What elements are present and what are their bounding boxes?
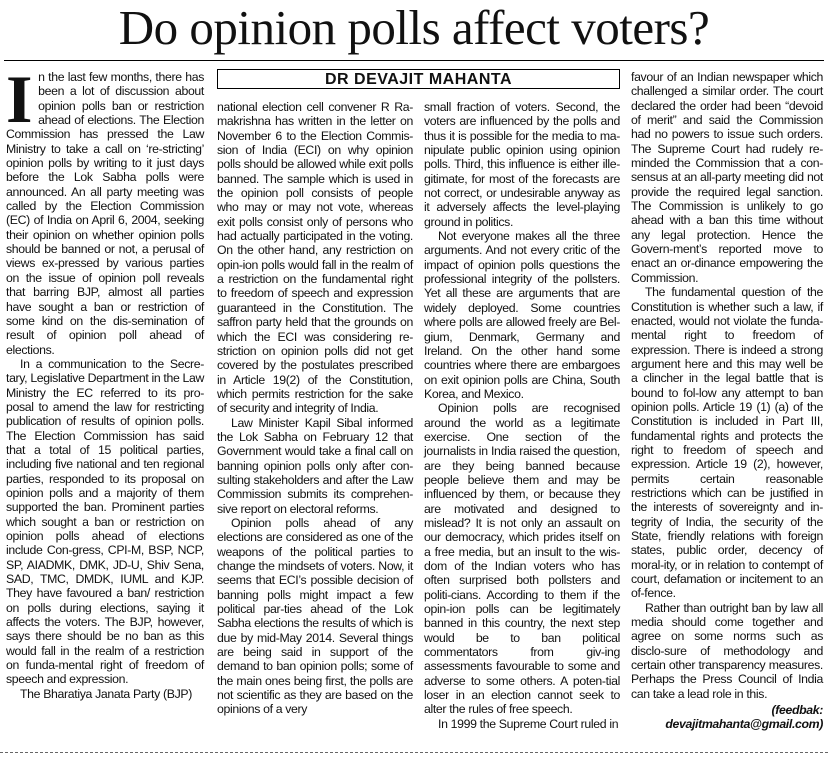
- article-column-1: [6, 61, 205, 701]
- paragraph: In 1999 the Supreme Court ruled in: [438, 716, 619, 731]
- paragraph: small fraction of voters. Second, the voters are influenced by the polls and thus it is possible for the media to ma-nipulate public opinion using opinion polls. Third, this influence is either ille-gitimate, for most of the forecasts are not correct, or undesirable anyway as it adversely affects the level-playing ground in politics.: [424, 100, 620, 229]
- feedback-contact: [631, 703, 823, 732]
- article-column-2: [217, 100, 413, 717]
- article-column-4: [631, 70, 823, 732]
- paragraph: n the last few months, there has been a lot of discussion about opinion polls ban or restriction ahead of elections. The Election Commission has pressed the Law Ministry to take a call on ‘re-stricting’ opinion polls by writing to it just days before the Lok Sabha polls were announced. An all party meeting was called by the Election Commission (EC) of India on April 6, 2004, seeking their opinion on whether opinion polls should be banned or not, a perusal of views ex-pressed by various parties on the issue of opinion poll reveals that barring BJP, almost all parties have sought a ban or restriction of some kind on the dis-semination of result of opinion poll ahead of elections.: [6, 70, 204, 357]
- paragraph: In a communication to the Secre-tary, Legislative Department in the Law Ministry the EC referred to its pro-posal to amend the law for restricting publication of results of opinion polls. The Election Commission has said that a total of 15 political parties, including five national and ten regional parties, responded to its proposal on opinion polls and a majority of them supported the ban. Prominent parties which sought a ban or restriction on opinion polls ahead of elections include Con-gress, CPI-M, BSP, NCP, SP, AIADMK, DMK, JD-U, Shiv Sena, SAD, TMC, DMDK, IUML and KJP. They have favoured a ban/ restriction on polls during elections, saying it affects the voters. The BJP, however, says there should be no ban as this would fall in the realm of a restriction on funda-mental right of freedom of speech and expression.: [6, 356, 205, 687]
- paragraph: national election cell convener R Ra-makrishna has written in the letter on November 6 to the Election Commis-sion of India (ECI) on why opinion polls should be allowed while exit polls banned. The sample which is used in the opinion poll consists of people who may or may not vote, whereas exit polls consist only of persons who had actually participated in the voting. On the other hand, any restriction on opin-ion polls would fall in the realm of a restriction on the fundamental right to freedom of speech and expression guaranteed in the Constitution. The saffron party held that the grounds on which the ECI was considering re-striction on opinion polls did not get covered by the postulates prescribed in Article 19(2) of the Constitution, which permits restriction for the sake of security and integrity of India.: [217, 100, 413, 416]
- feedback-email: devajitmahanta@gmail.com): [665, 717, 823, 732]
- paragraph: Opinion polls ahead of any elections are considered as one of the weapons of the political parties to change the mindsets of voters. Now, it seems that ECI’s possible decision of banning polls might impact a few political par-ties ahead of the Lok Sabha elections the results of which is due by mid-May 2014. Several things are being said in support of the demand to ban opinion polls; some of the main ones being first, the polls are not scientific as they are based on the opinions of a very: [217, 515, 413, 717]
- paragraph: The fundamental question of the Constitution is whether such a law, if enacted, would not violate the funda-mental right to freedom of expression. There is indeed a strong argument here and this may well be a clincher in the legal battle that is bound to fol-low any attempt to ban opinion polls. Article 19 (1) (a) of the Constitution is included in Part III, fundamental rights and protects the right to freedom of speech and expression. Article 19 (2), however, permits certain reasonable restrictions which can be justified in the interests of sovereignty and in-tegrity of India, the security of the State, friendly relations with foreign states, public order, decency of moral-ity, or in relation to contempt of court, defamation or incitement to an of-fence.: [631, 285, 823, 601]
- author-byline: DR DEVAJIT MAHANTA: [217, 69, 620, 89]
- footer-rule: [0, 752, 828, 753]
- headline-rule: [4, 60, 824, 61]
- paragraph: Law Minister Kapil Sibal informed the Lok Sabha on February 12 that Government would take a final call on banning opinion polls only after con-sulting stakeholders and after the Law Commission submits its comprehen-sive report on electoral reforms.: [217, 415, 413, 516]
- article-column-3: [424, 100, 620, 731]
- paragraph: Opinion polls are recognised around the world as a legitimate exercise. One section of the journalists in India raised the question, are they being banned because people believe them and may be influenced by them, or because they are motivated and designed to mislead? It is not only an assault on our democracy, which prides itself on a free media, but an insult to the wis-dom of the Indian voters who has often surprised both pollsters and politi-cians. According to them if the opin-ion polls can be legitimately banned in this country, the next step would be to ban political commentators from giv-ing assessments favourable to some and adverse to some others. A poten-tial loser in an election cannot seek to alter the rules of free speech.: [424, 401, 620, 717]
- paragraph: The Bharatiya Janata Party (BJP): [20, 686, 192, 701]
- paragraph: Not everyone makes all the three arguments. And not every critic of the impact of opinion polls questions the professional integrity of the pollsters. Yet all these are arguments that are widely deployed. Some countries where polls are allowed freely are Bel-gium, Denmark, Germany and Ireland. On the other hand some countries where there are embargoes on exit opinion polls are China, South Korea, and Mexico.: [424, 229, 620, 401]
- drop-cap: I: [6, 61, 33, 137]
- feedback-label: (feedbak:: [771, 703, 823, 718]
- article-headline: Do opinion polls affect voters?: [118, 0, 710, 55]
- paragraph: favour of an Indian newspaper which challenged a similar order. The court declared the order had been “devoid of merit” and said the Commission had no powers to issue such orders. The Supreme Court had rudely re-minded the Commission that a con-sensus at an all-party meeting did not provide the required legal sanction. The Commission is unlikely to go ahead with a ban this time without any legal protection. Hence the Govern-ment’s reported move to enact an or-dinance empowering the Commission.: [631, 70, 823, 285]
- paragraph: Rather than outright ban by law all media should come together and agree on some norms such as disclo-sure of methodology and certain other transparency measures. Perhaps the Press Council of India can take a lead role in this.: [631, 600, 823, 701]
